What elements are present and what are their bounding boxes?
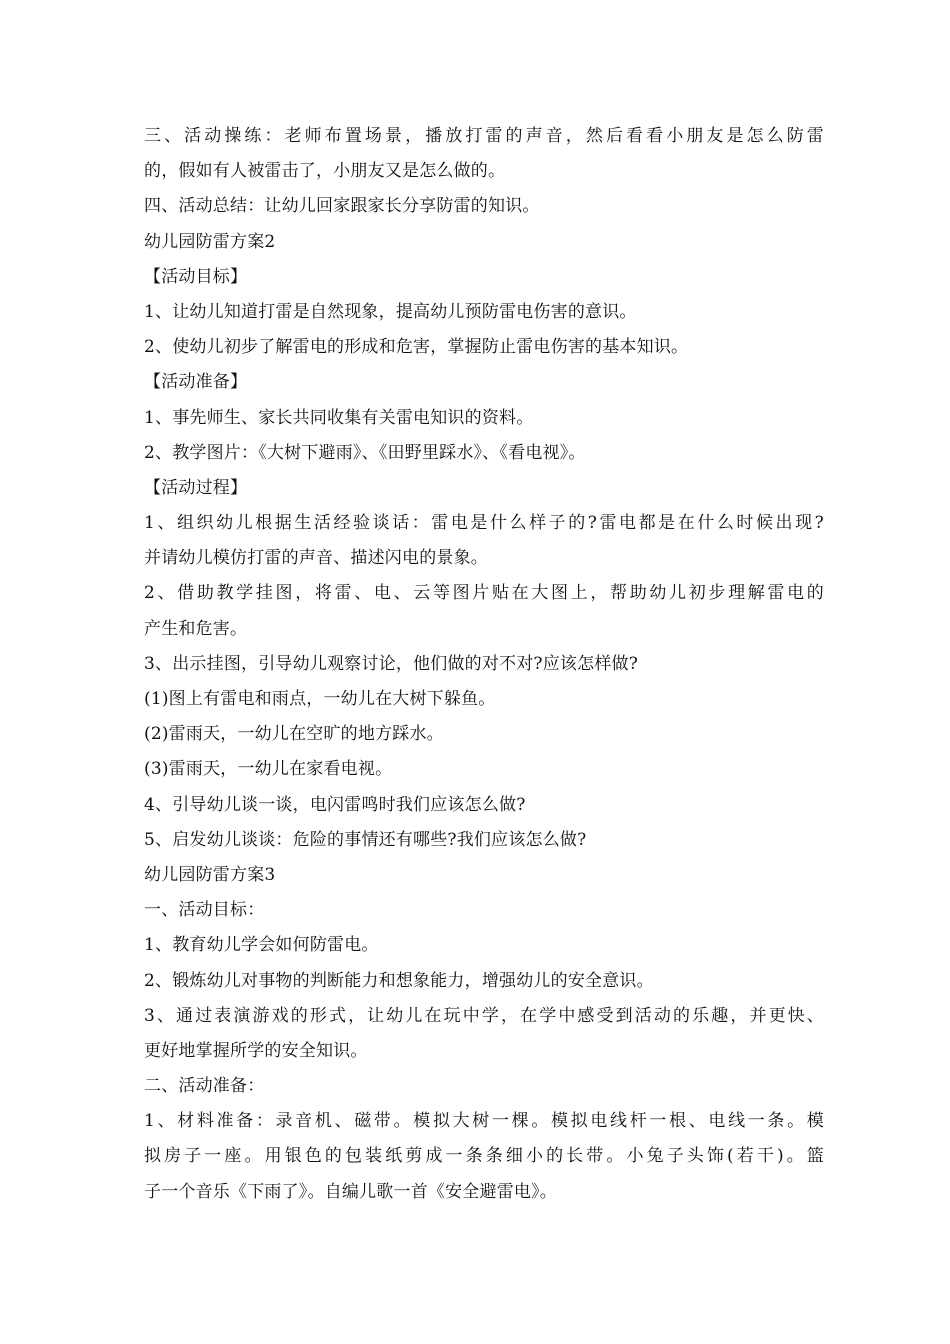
text-line: 2、使幼儿初步了解雷电的形成和危害，掌握防止雷电伤害的基本知识。 — [144, 337, 689, 358]
text-line: 三、活动操练：老师布置场景，播放打雷的声音，然后看看小朋友是怎么防雷 — [144, 126, 824, 146]
text-line: 二、活动准备： — [144, 1076, 265, 1097]
text-line: (2)雷雨天，一幼儿在空旷的地方踩水。 — [144, 724, 444, 745]
text-line: 1、教育幼儿学会如何防雷电。 — [144, 935, 379, 956]
text-line: 子一个音乐《下雨了》。自编儿歌一首《安全避雷电》。 — [144, 1181, 557, 1202]
text-line: 1、材料准备：录音机、磁带。模拟大树一棵。模拟电线杆一根、电线一条。模 — [144, 1111, 824, 1132]
text-line: 【活动过程】 — [144, 477, 248, 498]
text-line: 一、活动目标： — [144, 900, 265, 921]
text-line: 1、事先师生、家长共同收集有关雷电知识的资料。 — [144, 407, 534, 428]
document-body — [144, 119, 824, 1210]
text-line: (1)图上有雷电和雨点，一幼儿在大树下躲鱼。 — [144, 689, 496, 709]
text-line: 幼儿园防雷方案2 — [144, 231, 276, 252]
text-line: 1、组织幼儿根据生活经验谈话：雷电是什么样子的?雷电都是在什么时候出现? — [144, 513, 824, 534]
text-line: 2、锻炼幼儿对事物的判断能力和想象能力，增强幼儿的安全意识。 — [144, 970, 654, 991]
text-line: 四、活动总结：让幼儿回家跟家长分享防雷的知识。 — [144, 196, 540, 217]
text-line: 4、引导幼儿谈一谈，电闪雷鸣时我们应该怎么做? — [144, 794, 526, 815]
text-line: 2、借助教学挂图，将雷、电、云等图片贴在大图上，帮助幼儿初步理解雷电的 — [144, 583, 824, 604]
text-line: 产生和危害。 — [144, 618, 248, 639]
text-line: (3)雷雨天，一幼儿在家看电视。 — [144, 759, 393, 780]
text-line: 3、出示挂图，引导幼儿观察讨论，他们做的对不对?应该怎样做? — [144, 653, 639, 674]
text-line: 【活动准备】 — [144, 372, 248, 393]
text-line: 的，假如有人被雷击了，小朋友又是怎么做的。 — [144, 161, 506, 182]
text-line: 并请幼儿模仿打雷的声音、描述闪电的景象。 — [144, 548, 488, 569]
text-line: 更好地掌握所学的安全知识。 — [144, 1040, 368, 1061]
text-line: 【活动目标】 — [144, 266, 248, 287]
text-line: 5、启发幼儿谈谈：危险的事情还有哪些?我们应该怎么做? — [144, 829, 587, 850]
text-line: 拟房子一座。用银色的包装纸剪成一条条细小的长带。小兔子头饰(若干)。篮 — [144, 1146, 824, 1167]
text-line: 幼儿园防雷方案3 — [144, 864, 276, 885]
text-line: 2、教学图片：《大树下避雨》、《田野里踩水》、《看电视》。 — [144, 442, 586, 463]
text-line: 1、让幼儿知道打雷是自然现象，提高幼儿预防雷电伤害的意识。 — [144, 301, 637, 322]
text-line: 3、通过表演游戏的形式，让幼儿在玩中学，在学中感受到活动的乐趣，并更快、 — [144, 1005, 824, 1026]
